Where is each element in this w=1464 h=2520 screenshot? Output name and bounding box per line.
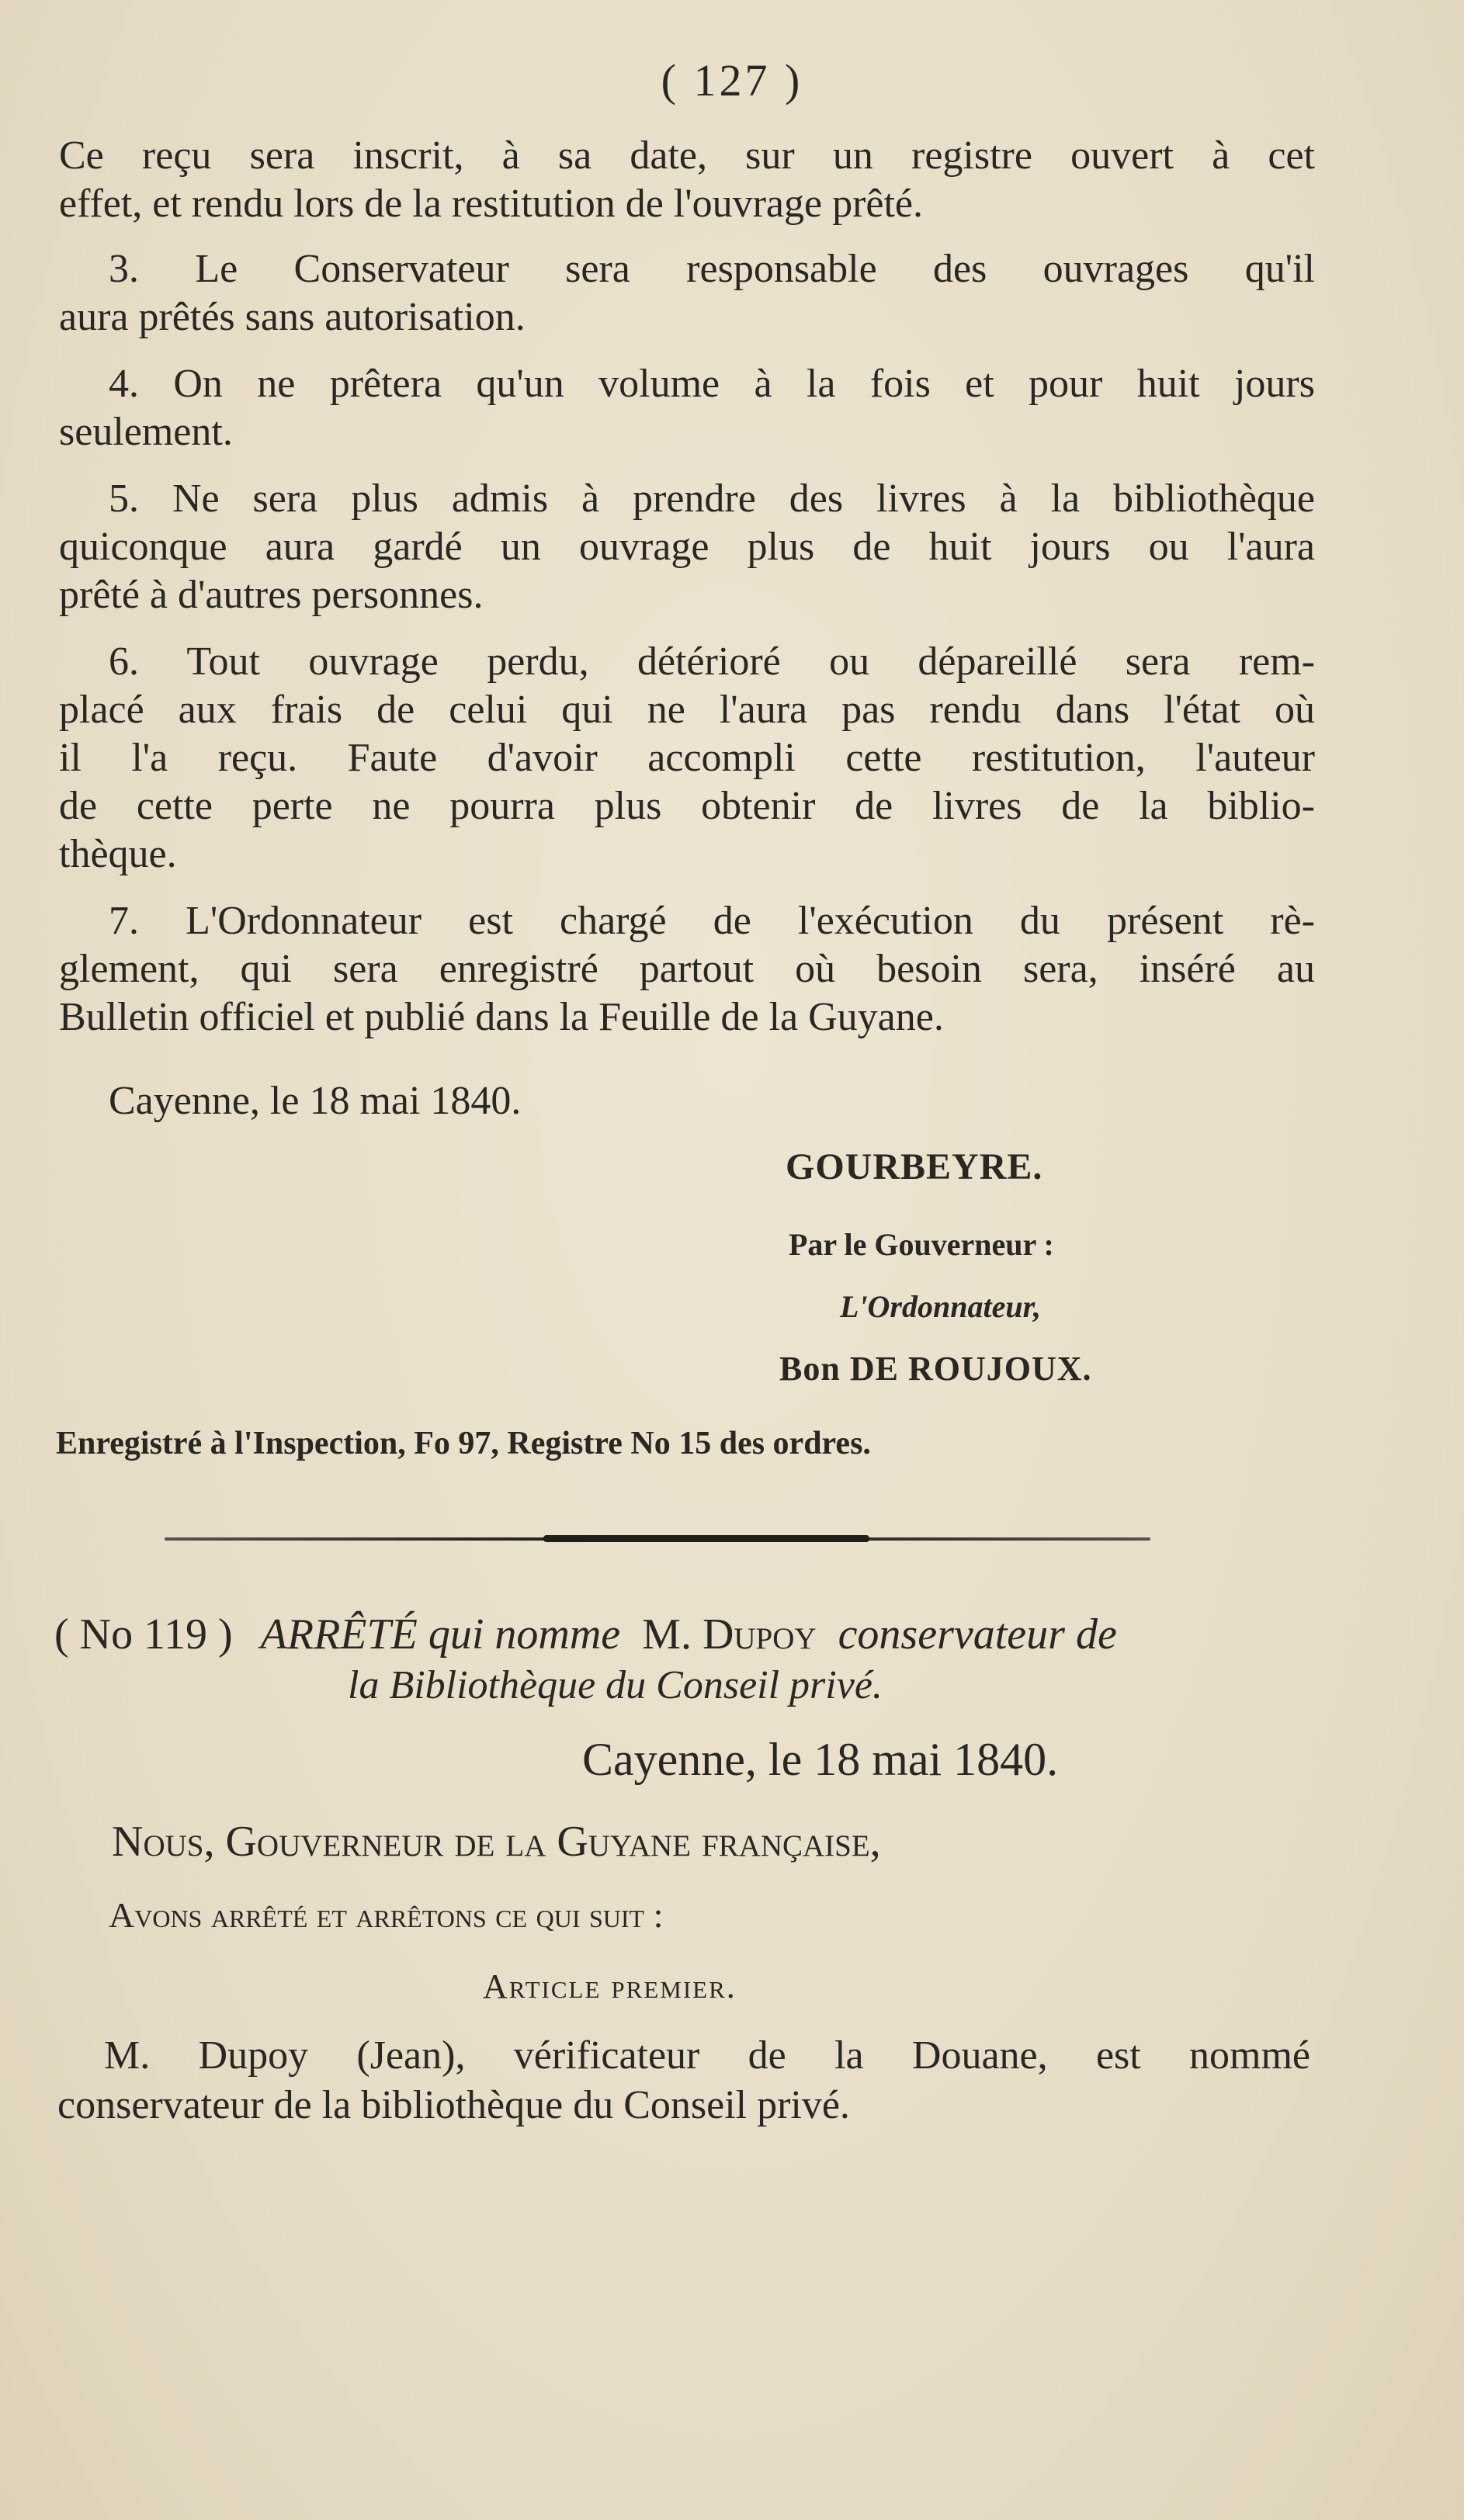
decree-title-name: M. Dupoy [642,1610,817,1659]
article-7-line: glement, qui sera enregistré partout où besoin sera, inséré au [59,947,1315,991]
article-6-line: 6. Tout ouvrage perdu, détérioré ou dépareillé sera rem- [109,640,1315,684]
article-6-line: thèque. [59,832,177,876]
article-6-line: placé aux frais de celui qui ne l'aura pas rendu dans l'état où [59,688,1315,732]
decree-heading-line-1 [54,1610,1117,1659]
decree-title-part-2: conservateur de [838,1610,1117,1659]
ordonnateur-signature: Bon DE ROUJOUX. [779,1350,1092,1388]
article-5-line: 5. Ne sera plus admis à prendre des livres à la bibliothèque [109,477,1315,521]
article-premier-heading: Article premier. [483,1967,737,2005]
by-governor-label: Par le Gouverneur : [789,1227,1054,1262]
decree-date: Cayenne, le 18 mai 1840. [109,1079,522,1123]
registration-note: Enregistré à l'Inspection, Fo 97, Registre No 15 des ordres. [56,1426,871,1461]
decree-preamble-2: Avons arrêté et arrêtons ce qui suit : [109,1895,664,1935]
article-4-line: 4. On ne prêtera qu'un volume à la fois et pour huit jours [109,362,1315,406]
decree-preamble-1: Nous, Gouverneur de la Guyane française, [112,1818,881,1866]
governor-signature: GOURBEYRE. [786,1146,1043,1187]
article-7-line: 7. L'Ordonnateur est chargé de l'exécution du présent rè- [109,899,1315,943]
article-4-line: seulement. [59,410,233,454]
article-6-line: de cette perte ne pourra plus obtenir de livres de la biblio- [59,784,1315,828]
decree-title-part-1: ARRÊTÉ qui nomme [260,1610,621,1659]
page-number: ( 127 ) [661,55,803,106]
article-text-line: effet, et rendu lors de la restitution de l'ouvrage prêté. [59,182,923,226]
article-5-line: quiconque aura gardé un ouvrage plus de huit jours ou l'aura [59,525,1315,569]
article-5-line: prêté à d'autres personnes. [59,573,484,617]
decree-number: ( No 119 ) [54,1610,233,1659]
section-divider-center [543,1535,869,1542]
article-text-line: Ce reçu sera inscrit, à sa date, sur un registre ouvert à cet [59,133,1315,178]
article-premier-line: conservateur de la bibliothèque du Conseil privé. [57,2083,850,2127]
ordonnateur-title: L'Ordonnateur, [840,1289,1041,1324]
article-6-line: il l'a reçu. Faute d'avoir accompli cette restitution, l'auteur [59,736,1315,780]
decree-heading-line-2: la Bibliothèque du Conseil privé. [348,1663,883,1707]
decree-119-date: Cayenne, le 18 mai 1840. [582,1734,1059,1785]
article-3-line: 3. Le Conservateur sera responsable des ouvrages qu'il [109,247,1315,291]
article-premier-line: M. Dupoy (Jean), vérificateur de la Douane, est nommé [104,2033,1310,2078]
article-7-line: Bulletin officiel et publié dans la Feuille de la Guyane. [59,995,944,1039]
article-3-line: aura prêtés sans autorisation. [59,295,526,339]
